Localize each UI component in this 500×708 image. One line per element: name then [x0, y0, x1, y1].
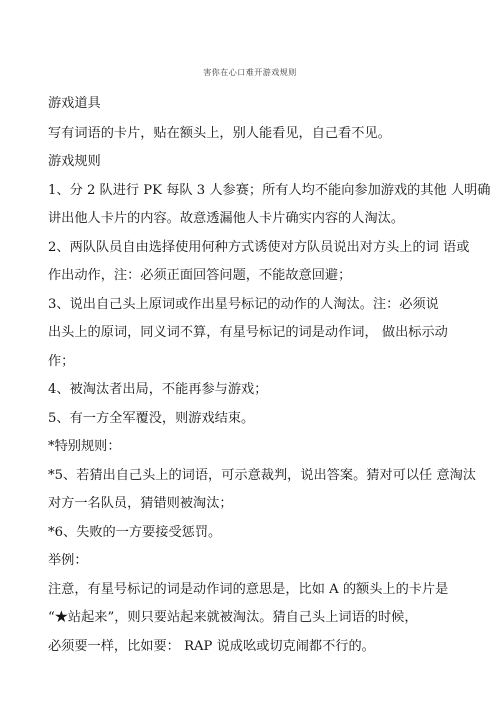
- special-rules-heading: *特别规则：: [48, 439, 121, 454]
- example-heading: 举例：: [48, 553, 88, 568]
- example-line: 注意，有星号标记的词是动作词的意思是，比如 A 的额头上的卡片是: [48, 582, 449, 597]
- rule-2-line: 2、两队队员自由选择使用何种方式诱使对方队员说出对方头上的词 语或: [48, 240, 470, 255]
- page-header: 害你在心口难开游戏规则: [203, 68, 297, 77]
- section-heading-rules: 游戏规则: [48, 154, 101, 169]
- rule-2-line: 作出动作，注：必须正面回答问题，不能故意回避；: [48, 268, 352, 283]
- example-line: 必须要一样，比如要： RAP 说成吆或切克闹都不行的。: [48, 639, 375, 654]
- special-rule-5-line: 对方一名队员，猜错则被淘汰；: [48, 496, 233, 511]
- special-rule-6-line: *6、失败的一方要接受惩罚。: [48, 525, 222, 540]
- example-line: “★站起来”，则只要站起来就被淘汰。猜自己头上词语的时候，: [48, 610, 418, 625]
- rule-3-line: 3、说出自己头上原词或作出星号标记的动作的人淘汰。注：必须说: [48, 297, 439, 312]
- section-heading-props: 游戏道具: [48, 96, 101, 111]
- rule-5-line: 5、有一方全军覆没，则游戏结束。: [48, 411, 255, 426]
- rule-3-line: 出头上的原词，同义词不算，有星号标记的词是动作词， 做出标示动: [48, 325, 448, 340]
- rule-1-line: 讲出他人卡片的内容。故意透漏他人卡片确实内容的人淘汰。: [48, 211, 405, 226]
- rule-1-line: 1、分 2 队进行 PK 每队 3 人参赛；所有人均不能向参加游戏的其他 人明确: [48, 183, 491, 198]
- rule-3-line: 作；: [48, 354, 75, 369]
- paragraph-line: 写有词语的卡片，贴在额头上，别人能看见，自己看不见。: [48, 126, 391, 141]
- rule-4-line: 4、被淘汰者出局，不能再参与游戏；: [48, 382, 268, 397]
- special-rule-5-line: *5、若猜出自己头上的词语，可示意裁判，说出答案。猜对可以任 意淘汰: [48, 468, 476, 483]
